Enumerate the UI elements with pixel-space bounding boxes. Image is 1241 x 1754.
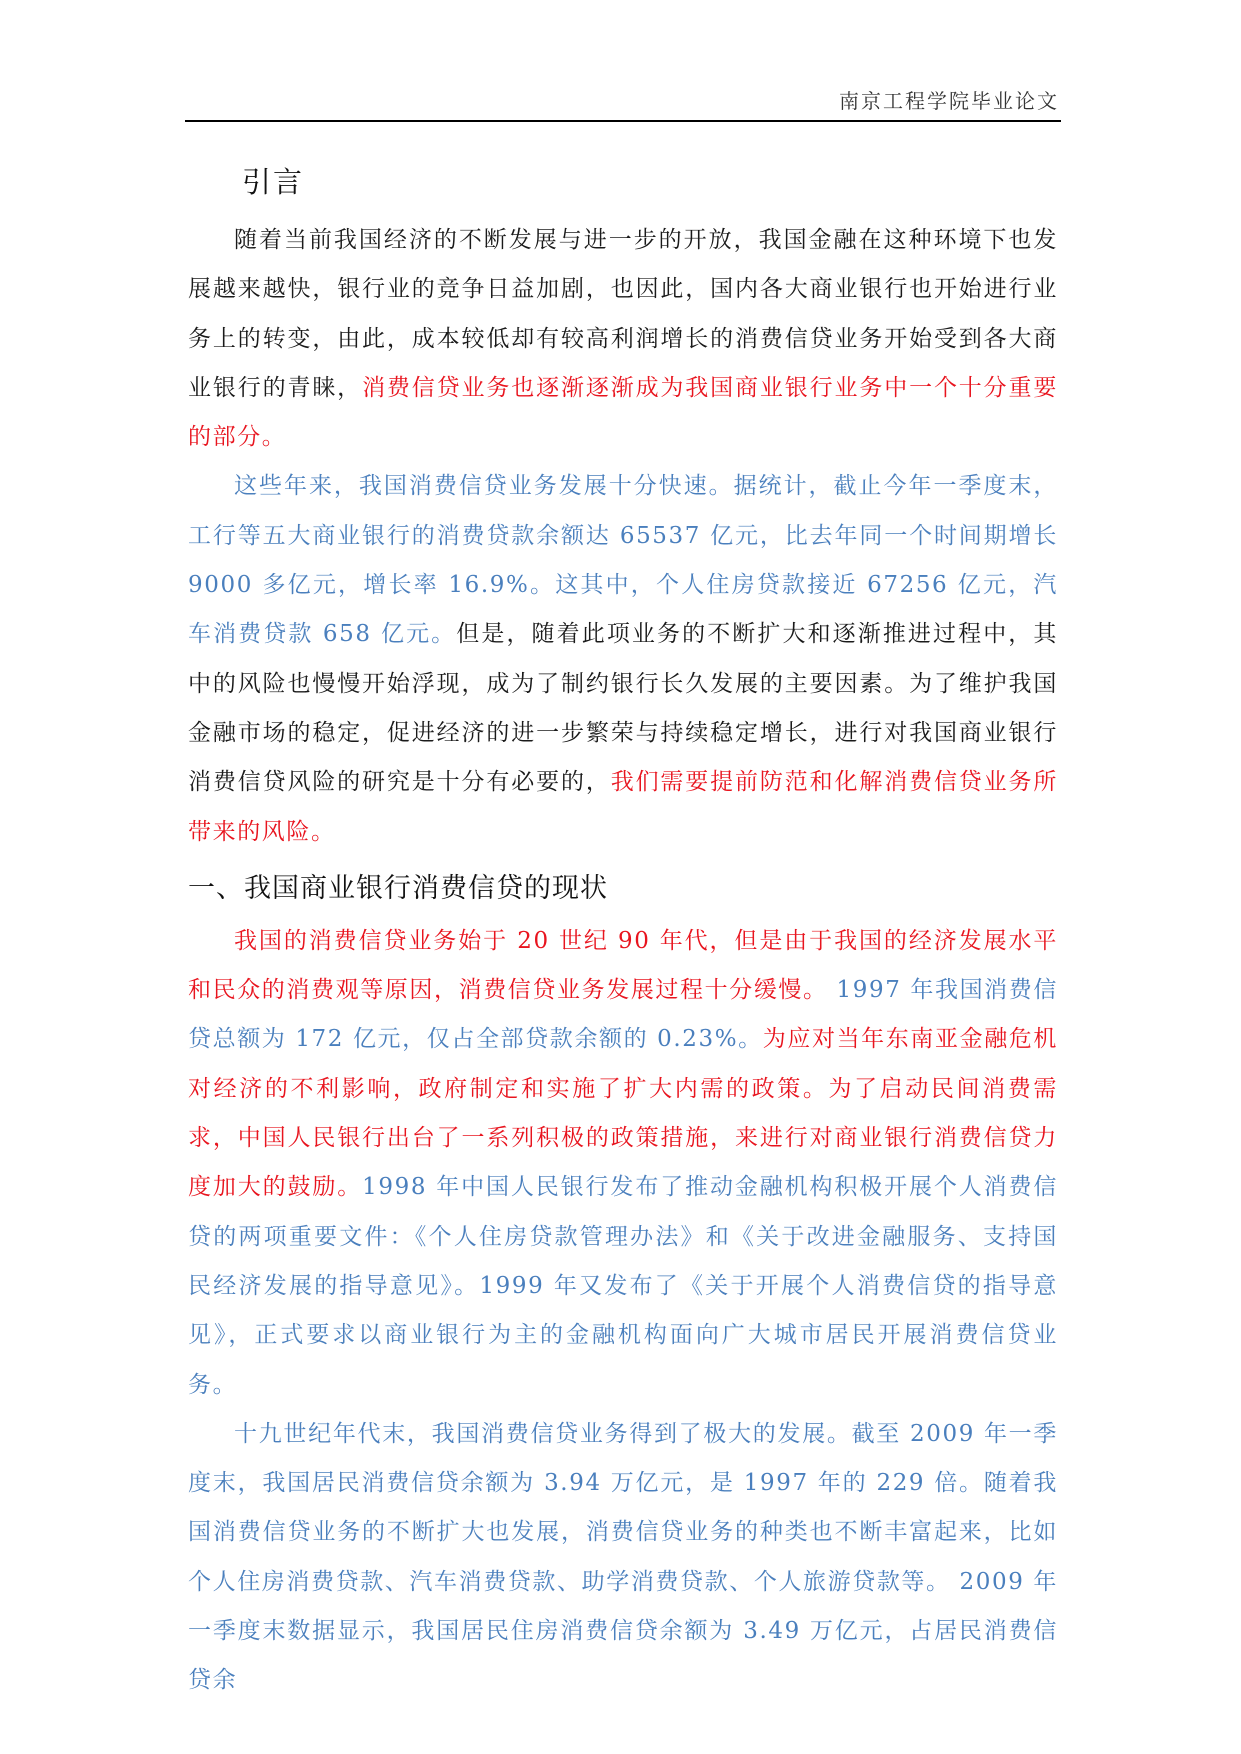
text-run: 1998 年中国人民银行发布了推动金融机构积极开展个人消费信贷的两项重要文件：《个人住房贷款管理办法》和《关于改进金融服务、支持国民经济发展的指导意见》。1999 年又发布了《关于开展个人消费信贷的指导意见》，正式要求以商业银行为主的金融机构面向广大城市居民开展消费信贷业务。 — [188, 1174, 1058, 1398]
section-1-paragraph-1 — [188, 917, 1058, 1410]
document-body — [188, 160, 1058, 1706]
text-run: 随着当前我国经济的不断发展与进一步的开放，我国金融在这种环境下也发展越来越快，银行业的竞争日益加剧，也因此，国内各大商业银行也开始进行业务上的转变，由此，成本较低却有较高利润增长的消费信贷业务开始受到各大商业银行的青睐， — [188, 227, 1058, 401]
text-run: 我们需要提前防范和化解消费信贷业务所带来的风险。 — [188, 769, 1058, 845]
text-run: 1997 年我国消费信贷总额为 172 亿元，仅占全部贷款余额的 0.23%。 — [188, 977, 1058, 1053]
intro-paragraph-1 — [188, 216, 1058, 462]
text-run: 我国的消费信贷业务始于 20 世纪 90 年代，但是由于我国的经济发展水平和民众的消费观等原因，消费信贷业务发展过程十分缓慢。 — [188, 927, 1058, 1004]
text-run: 为应对当年东南亚金融危机对经济的不利影响，政府制定和实施了扩大内需的政策。为了启动民间消费需求，中国人民银行出台了一系列积极的政策措施，来进行对商业银行消费信贷力度加大的鼓励。 — [188, 1026, 1058, 1201]
page-header — [185, 88, 1061, 122]
intro-heading: 引言 — [242, 165, 305, 199]
header-title: 南京工程学院毕业论文 — [839, 89, 1059, 113]
intro-paragraph-2 — [188, 462, 1058, 856]
text-run: 十九世纪年代末，我国消费信贷业务得到了极大的发展。截至 2009 年一季度末，我国居民消费信贷余额为 3.94 万亿元，是 1997 年的 229 倍。随着我国消费信贷业务的不断扩大也发展，消费信贷业务的种类也不断丰富起来，比如个人住房消费贷款、汽车消费贷款、助学消费贷款、个人旅游贷款等。 2009 年一季度末数据显示，我国居民住房消费信贷余额为 3.49 万亿元，占居民消费信贷余 — [188, 1420, 1058, 1694]
text-run: 这些年来，我国消费信贷业务发展十分快速。据统计，截止今年一季度末，工行等五大商业银行的消费贷款余额达 65537 亿元，比去年同一个时间期增长 9000 多亿元，增长率 16.9%。这其中，个人住房贷款接近 67256 亿元，汽车消费贷款 658 亿元。 — [188, 473, 1058, 648]
text-run: 但是，随着此项业务的不断扩大和逐渐推进过程中，其中的风险也慢慢开始浮现，成为了制约银行长久发展的主要因素。为了维护我国金融市场的稳定，促进经济的进一步繁荣与持续稳定增长，进行对我国商业银行消费信贷风险的研究是十分有必要的， — [188, 621, 1059, 796]
section-1-heading: 一、我国商业银行消费信贷的现状 — [188, 872, 608, 904]
text-run: 消费信贷业务也逐渐逐渐成为我国商业银行业务中一个十分重要的部分。 — [188, 374, 1058, 451]
section-1-paragraph-2 — [188, 1410, 1058, 1706]
